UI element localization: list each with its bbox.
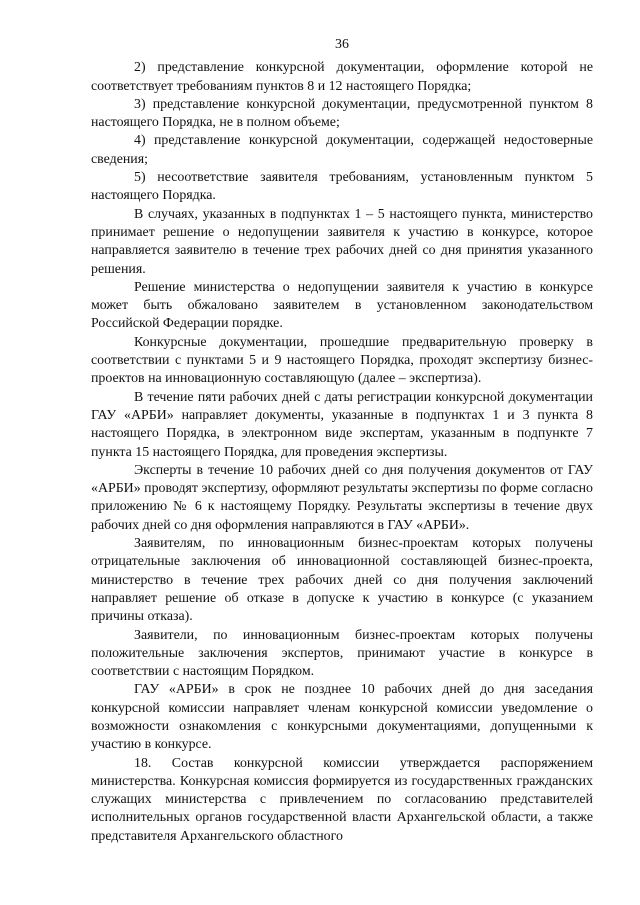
- paragraph-appeal: Решение министерства о недопущении заявителя к участию в конкурсе может быть обжаловано заявителем в установленном законодательством Российской Федерации порядке.: [91, 279, 593, 332]
- paragraph-expertise-intro: Конкурсные документации, прошедшие предварительную проверку в соответствии с пунктами 5 и 9 настоящего Порядка, проходят экспертизу бизнес-проектов на инновационную составляющую (далее – экспертиза).: [91, 334, 593, 387]
- paragraph-negative-conclusions: Заявителям, по инновационным бизнес-проектам которых получены отрицательные заключения об инновационной составляющей бизнес-проекта, министерство в течение трех рабочих дней со дня получения заключений направляет решение об отказе в допуске к участию в конкурсе (с указанием причины отказа).: [91, 536, 593, 625]
- paragraph-item-18: 18. Состав конкурсной комиссии утверждается распоряжением министерства. Конкурсная комиссия формируется из государственных гражданских служащих министерства с привлечением по согласованию представителей исполнительных органов государственной власти Архангельской области, а также представителя Архангельского областного: [91, 755, 593, 844]
- page-number: 36: [335, 37, 349, 52]
- paragraph-subitem-2: 2) представление конкурсной документации, оформление которой не соответствует требованиям пунктов 8 и 12 настоящего Порядка;: [91, 60, 593, 94]
- paragraph-positive-conclusions: Заявители, по инновационным бизнес-проектам которых получены положительные заключения экспертов, принимают участие в конкурсе в соответствии с настоящим Порядком.: [91, 627, 593, 680]
- paragraph-document-transfer: В течение пяти рабочих дней с даты регистрации конкурсной документации ГАУ «АРБИ» направляет документы, указанные в подпунктах 1 и 3 пункта 8 настоящего Порядка, в электронном виде экспертам, указанным в подпункте 7 пункта 15 настоящего Порядка, для проведения экспертизы.: [91, 389, 593, 460]
- paragraph-experts-review: Эксперты в течение 10 рабочих дней со дня получения документов от ГАУ «АРБИ» проводят экспертизу, оформляют результаты экспертизы по форме согласно приложению № 6 к настоящему Порядку. Результаты экспертизы в течение двух рабочих дней со дня оформления направляются в ГАУ «АРБИ».: [91, 462, 593, 533]
- paragraph-subitem-5: 5) несоответствие заявителя требованиям, установленным пунктом 5 настоящего Порядка.: [91, 170, 593, 204]
- paragraph-rejection-decision: В случаях, указанных в подпунктах 1 – 5 настоящего пункта, министерство принимает решение о недопущении заявителя к участию в конкурсе, которое направляется заявителю в течение трех рабочих дней со дня принятия указанного решения.: [91, 206, 593, 277]
- paragraph-commission-notification: ГАУ «АРБИ» в срок не позднее 10 рабочих дней до дня заседания конкурсной комиссии направляет членам конкурсной комиссии уведомление о возможности ознакомления с конкурсными документациями, допущенными к участию в конкурсе.: [91, 682, 593, 753]
- document-page: [91, 36, 593, 846]
- paragraph-subitem-4: 4) представление конкурсной документации, содержащей недостоверные сведения;: [91, 133, 593, 167]
- paragraph-subitem-3: 3) представление конкурсной документации, предусмотренной пунктом 8 настоящего Порядка, не в полном объеме;: [91, 96, 593, 131]
